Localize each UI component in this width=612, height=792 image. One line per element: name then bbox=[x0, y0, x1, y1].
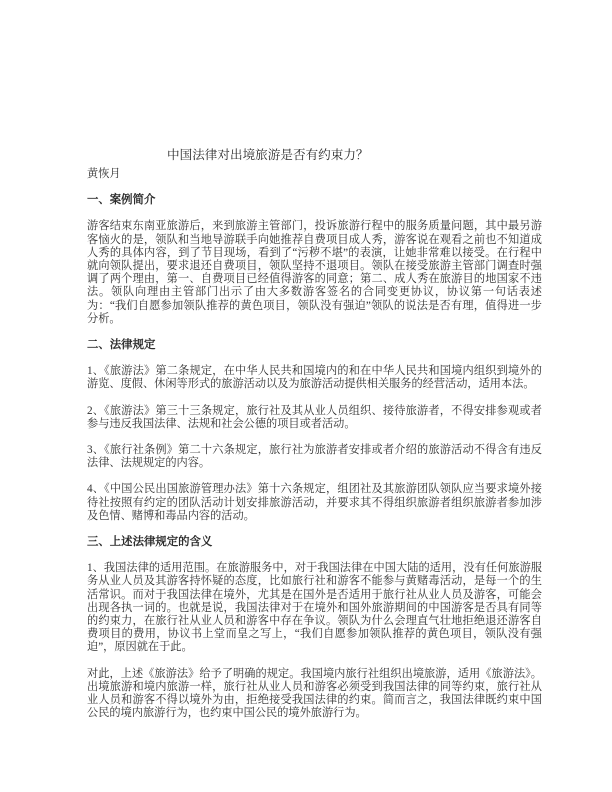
page-title: 中国法律对出境旅游是否有约束力？ bbox=[167, 148, 369, 162]
document-page bbox=[87, 148, 542, 721]
section-case-intro bbox=[87, 194, 542, 326]
paragraph: 游客结束东南亚旅游后，来到旅游主管部门，投诉旅游行程中的服务质量问题，其中最另游客恼火的是，领队和当地导游联手向她推荐自费项目成人秀，游客说在观看之前也不知道成人秀的具体内容，到了节目现场，看到了“污秽不堪”的表演，让她非常难以接受。在行程中就向领队提出，要求退还自费项目，领队坚持不退项目。领队在接受旅游主管部门调查时强调了两个理由，第一、自费项目已经值得游客的同意；第二、成人秀在旅游目的地国家不违法。领队向理由主管部门出示了由大多数游客签名的合同变更协议，协议第一句话表述为：“我们自愿参加领队推荐的黄色项目，领队没有强迫”领队的说法是否有理，值得进一步分析。 bbox=[87, 220, 542, 325]
paragraph: 对此，上述《旅游法》给予了明确的规定。我国境内旅行社组织出境旅游，适用《旅游法》。出境旅游和境内旅游一样，旅行社从业人员和游客必须受到我国法律的同等约束，旅行社从业人员和游客不得以境外为由，拒绝接受我国法律的约束。简而言之，我国法律既约束中国公民的境内旅游行为，也约束中国公民的境外旅游行为。 bbox=[87, 667, 542, 720]
section-meaning-of-provisions bbox=[87, 536, 542, 720]
paragraph: 3、《旅行社条例》第二十六条规定，旅行社为旅游者安排或者介绍的旅游活动不得含有违反法律、法规规定的内容。 bbox=[87, 444, 542, 470]
paragraph: 2、《旅游法》第三十三条规定，旅行社及其从业人员组织、接待旅游者，不得安排参观或者参与违反我国法律、法规和社会公德的项目或者活动。 bbox=[87, 404, 542, 430]
paragraph: 1、我国法律的适用范围。在旅游服务中，对于我国法律在中国大陆的适用，没有任何旅游服务从业人员及其游客持怀疑的态度，比如旅行社和游客不能参与黄赌毒活动，是每一个的生活常识。而对于我国法律在境外，尤其是在国外是否适用于旅行社从业人员及游客，可能会出现各执一词的。也就是说，我国法律对于在境外和国外旅游期间的中国游客是否具有同等的约束力，在旅行社从业人员和游客中存在争议。领队为什么会理直气壮地拒绝退还游客自费项目的费用，协议书上堂而皇之写上，“我们自愿参加领队推荐的黄色项目，领队没有强迫”，原因就在于此。 bbox=[87, 562, 542, 654]
section-heading-meaning: 三、上述法律规定的含义 bbox=[87, 536, 213, 549]
author-name: 黄恢月 bbox=[87, 168, 121, 180]
section-legal-provisions bbox=[87, 339, 542, 523]
paragraph: 4、《中国公民出国旅游管理办法》第十六条规定，组团社及其旅游团队领队应当要求境外接待社按照有约定的团队活动计划安排旅游活动，并要求其不得组织旅游者组织旅游者参加涉及色情、赌博和毒品内容的活动。 bbox=[87, 483, 542, 522]
section-heading-case-intro: 一、案例简介 bbox=[87, 194, 156, 207]
paragraph: 1、《旅游法》第二条规定，在中华人民共和国境内的和在中华人民共和国境内组织到境外的游览、度假、休闲等形式的旅游活动以及为旅游活动提供相关服务的经营活动，适用本法。 bbox=[87, 365, 542, 391]
section-heading-legal-provisions: 二、法律规定 bbox=[87, 339, 156, 352]
